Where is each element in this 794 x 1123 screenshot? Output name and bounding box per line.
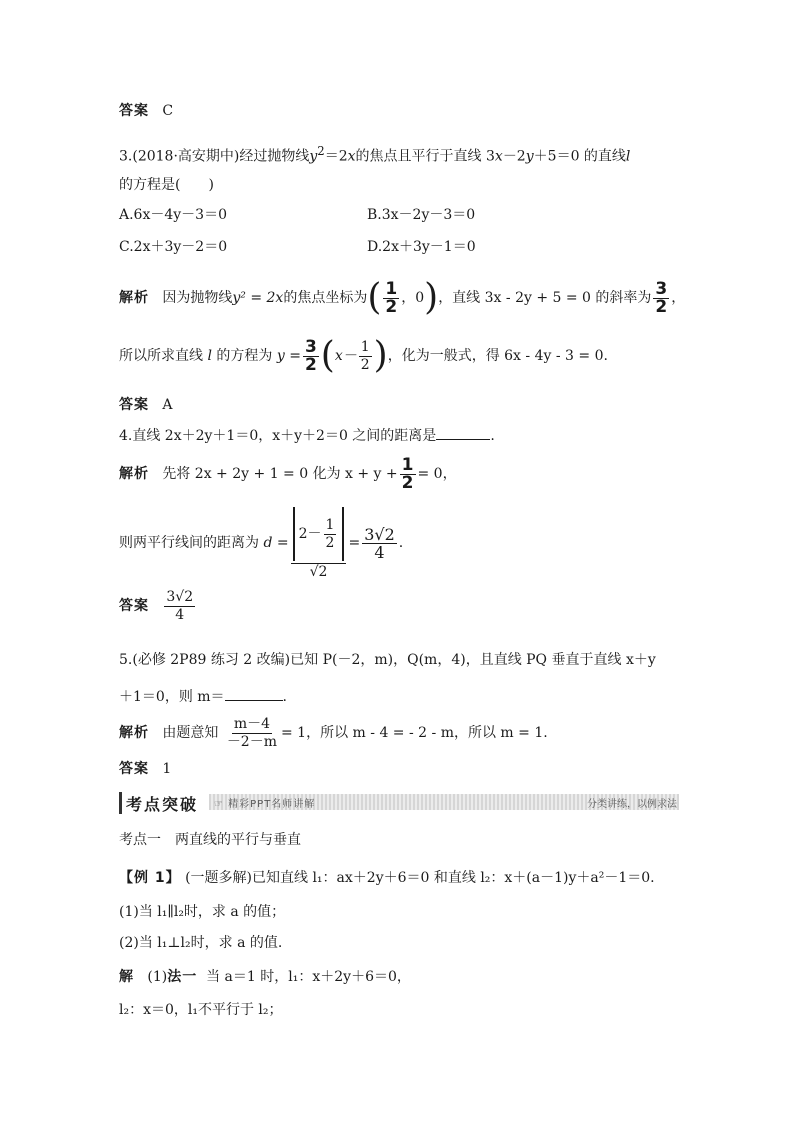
banner-subtitle: ☞ 精彩PPT名师讲解 (214, 799, 316, 810)
solution-label: 解 (119, 969, 134, 985)
answer-line-4 (119, 586, 197, 626)
sol4-text: 先将 2x + 2y + 1 = 0 化为 x + y + (162, 466, 398, 482)
solution-label: 解析 (119, 290, 149, 306)
q5-end: . (282, 689, 287, 705)
sol3-text: ，0 (401, 290, 425, 306)
option-a: A.6x－4y－3＝0 (119, 207, 227, 223)
answer-label: 答案 (119, 103, 149, 119)
sol5-text: 由题意知 (162, 725, 219, 741)
equals: = (348, 535, 361, 551)
fraction: $\frac{3}{2}$ (655, 278, 668, 317)
answer-label: 答案 (119, 598, 149, 614)
answer-line-5 (119, 759, 171, 779)
example-label: 【例 1】 (119, 870, 181, 886)
fraction: $\frac{1}{2}$ (401, 454, 414, 493)
sol3-text: 因为抛物线 (162, 290, 233, 306)
answer-line-1 (119, 101, 173, 121)
sol3-text: 的焦点坐标为 (283, 290, 368, 306)
sol5-text: = 1，所以 m - 4 = - 2 - m，所以 m = 1. (281, 725, 548, 741)
q3-text: 3.(2018·高安期中)经过抛物线 (119, 148, 310, 165)
sol3-expr: y = (276, 348, 301, 364)
solution-4-line-2 (119, 505, 403, 581)
sol1-text: 当 a＝1 时，l₁：x＋2y＋6＝0， (206, 969, 411, 985)
answer-blank (225, 686, 283, 701)
result-fraction: $\frac{3√2}{4}$ (364, 524, 395, 562)
solution-label: 解析 (119, 466, 149, 482)
option-b: B.3x－2y－3＝0 (367, 207, 476, 223)
sol3-expr: x－ (334, 348, 357, 364)
q3-var: y (309, 148, 318, 165)
q3-var: x (494, 148, 503, 165)
topic-heading: 考点一 两直线的平行与垂直 (119, 832, 301, 848)
sol3-expr: y² = 2x (232, 290, 284, 306)
sol4-text: = 0， (417, 466, 457, 482)
fraction: $\frac{3}{2}$ (304, 336, 317, 375)
sol4-text: 则两平行线间的距离为 (119, 535, 259, 551)
q4-end: . (490, 428, 495, 444)
absolute-value: 2－ $\frac{1}{2}$ (293, 507, 345, 561)
example-1-part-1: (1)当 l₁∥l₂时，求 a 的值； (119, 904, 286, 920)
solution-3-line-2: 所以所求直线 l 的方程为 y = $\frac{3}{2}$ (x－ $\frac{1}{2}$ )，化为一般式，得 6x - 4y - 3 = 0. (119, 335, 608, 376)
sol3-text: ， (671, 290, 686, 306)
option-c: C.2x＋3y－2＝0 (119, 239, 228, 255)
sol4-end: . (398, 535, 404, 551)
q3-var: x (347, 148, 356, 165)
example-1-part-2: (2)当 l₁⊥l₂时，求 a 的值. (119, 935, 283, 951)
banner-title: 考点突破 (119, 792, 202, 814)
question-4 (119, 425, 495, 446)
sol3-text: 所以所求直线 (119, 348, 203, 364)
answer-value: C (162, 103, 174, 119)
sol3-text: ，直线 3x - 2y + 5 = 0 的斜率为 (438, 290, 652, 306)
answer-line-3 (119, 395, 172, 415)
solution-ex1-line-2: l₂：x＝0，l₁不平行于 l₂； (119, 1002, 283, 1018)
solution-3-line-1: 解析 因为抛物线y² = 2x的焦点坐标为( $\frac{1}{2}$ ，0)，直线 3x - 2y + 5 = 0 的斜率为 $\frac{3}{2}$ ， (119, 277, 686, 318)
answer-value: 1 (162, 761, 172, 777)
q5-text: ＋1＝0，则 m＝ (119, 689, 225, 705)
sol1-text: (1) (147, 969, 168, 985)
example-text: (一题多解)已知直线 l₁：ax＋2y＋6＝0 和直线 l₂：x＋(a－1)y＋a²－1＝0. (185, 870, 655, 886)
section-banner (119, 792, 679, 814)
fraction: $\frac{1}{2}$ (360, 338, 370, 373)
question-3-line-1 (119, 141, 630, 167)
answer-value: A (162, 397, 173, 413)
banner-right-text: 分类讲练，以例求法 (587, 799, 677, 810)
answer-label: 答案 (119, 761, 149, 777)
q3-text: ＋5＝0 的直线 (533, 148, 626, 165)
solution-ex1 (119, 967, 411, 987)
q3-exp: 2 (317, 144, 325, 158)
q3-text: ＝2 (324, 148, 348, 165)
answer-blank (436, 425, 490, 440)
method-label: 法一 (167, 969, 198, 985)
q4-text: 4.直线 2x＋2y＋1＝0，x＋y＋2＝0 之间的距离是 (119, 428, 437, 444)
fraction: $\frac{1}{2}$ (385, 278, 398, 317)
sol3-text: ，化为一般式，得 6x - 4y - 3 = 0. (387, 348, 608, 364)
question-5-line-1: 5.(必修 2P89 练习 2 改编)已知 P(－2，m)，Q(m，4)，且直线 PQ 垂直于直线 x＋y (119, 652, 656, 668)
sol3-var: l (207, 348, 212, 364)
answer-fraction: $\frac{3√2}{4}$ (166, 588, 194, 623)
q3-text: －2 (502, 148, 526, 165)
option-d: D.2x＋3y－1＝0 (367, 239, 476, 255)
solution-5 (119, 714, 548, 752)
question-5-line-2 (119, 686, 287, 707)
sol4-expr: d = (263, 535, 289, 551)
distance-fraction: 2－ $\frac{1}{2}$ √2 (291, 505, 347, 581)
example-1 (119, 868, 655, 888)
solution-4-line-1 (119, 455, 457, 493)
q3-var: y (525, 148, 534, 165)
fraction: $\frac{m-4}{-2-m}$ (226, 715, 277, 750)
question-3-line-2: 的方程是( ) (119, 177, 214, 193)
solution-label: 解析 (119, 725, 149, 741)
q3-text: 的焦点且平行于直线 3 (355, 148, 495, 165)
answer-label: 答案 (119, 397, 149, 413)
sol3-text: 的方程为 (216, 348, 273, 364)
q3-var: l (625, 148, 631, 165)
